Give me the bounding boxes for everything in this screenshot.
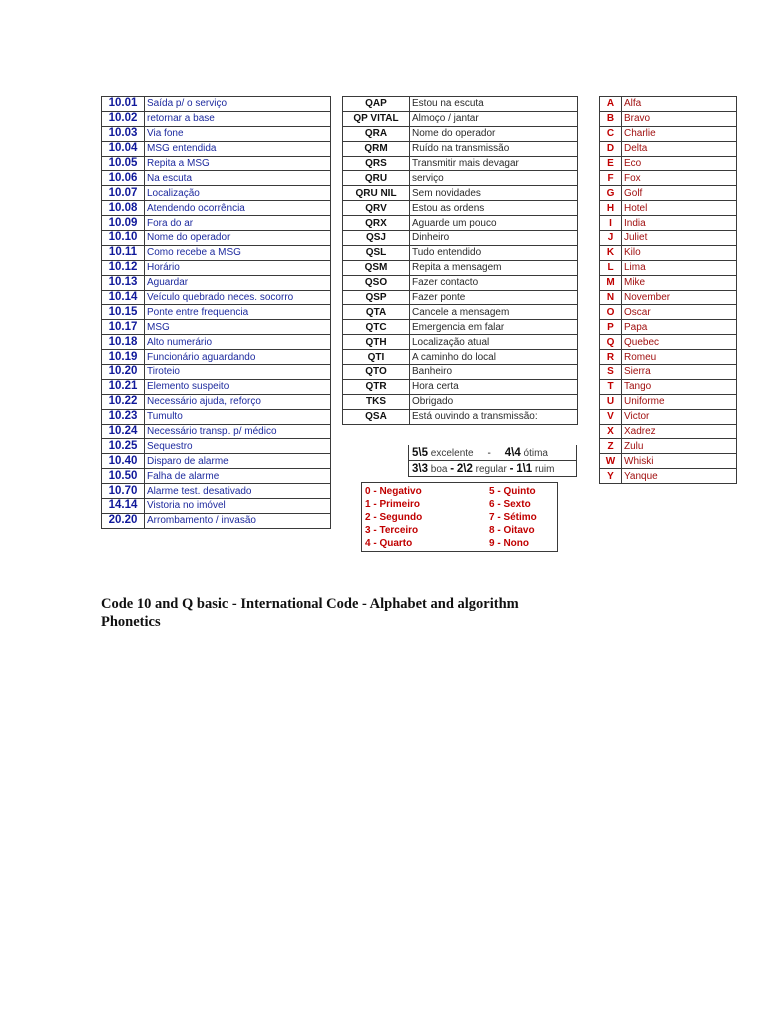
q-code-row <box>343 350 578 365</box>
ten-code-meaning: Falha de alarme <box>145 469 331 484</box>
number-column-right <box>489 485 537 550</box>
alphabet-word: Tango <box>622 379 737 394</box>
q-code-code: QSO <box>343 275 410 290</box>
number-item: 4 - Quarto <box>365 538 413 549</box>
ten-code-code: 10.11 <box>102 245 145 260</box>
q-code-code: QRU <box>343 171 410 186</box>
alphabet-row <box>600 186 737 201</box>
alphabet-row <box>600 379 737 394</box>
q-code-row <box>343 171 578 186</box>
quality-separator: - <box>487 448 491 459</box>
alphabet-row <box>600 469 737 484</box>
q-code-row <box>343 231 578 246</box>
ten-code-code: 10.40 <box>102 454 145 469</box>
caption-line-1: Code 10 and Q basic - International Code - Alphabet and algorithm <box>101 596 519 612</box>
alphabet-word: Xadrez <box>622 424 737 439</box>
ten-code-row <box>102 424 331 439</box>
alphabet-word: Quebec <box>622 335 737 350</box>
ten-code-code: 10.24 <box>102 424 145 439</box>
ten-code-row <box>102 394 331 409</box>
alphabet-row <box>600 156 737 171</box>
ten-code-meaning: Necessário transp. p/ médico <box>145 424 331 439</box>
ten-code-code: 10.15 <box>102 305 145 320</box>
q-code-code: QTR <box>343 379 410 394</box>
alphabet-word: November <box>622 290 737 305</box>
ten-code-meaning: Necessário ajuda, reforço <box>145 394 331 409</box>
ten-code-code: 20.20 <box>102 513 145 528</box>
alphabet-row <box>600 216 737 231</box>
alphabet-word: Romeu <box>622 350 737 365</box>
alphabet-row <box>600 439 737 454</box>
ten-code-row <box>102 186 331 201</box>
ten-code-meaning: Via fone <box>145 126 331 141</box>
alphabet-row <box>600 454 737 469</box>
ten-code-code: 10.03 <box>102 126 145 141</box>
alphabet-word: Kilo <box>622 245 737 260</box>
alphabet-letter: P <box>600 320 622 335</box>
alphabet-row <box>600 245 737 260</box>
alphabet-row <box>600 424 737 439</box>
alphabet-letter: S <box>600 365 622 380</box>
ten-code-meaning: MSG entendida <box>145 141 331 156</box>
alphabet-row <box>600 350 737 365</box>
q-code-code: QAP <box>343 97 410 112</box>
ten-code-code: 10.07 <box>102 186 145 201</box>
number-item: 9 - Nono <box>489 538 529 549</box>
alphabet-letter: K <box>600 245 622 260</box>
number-item: 3 - Terceiro <box>365 525 419 536</box>
q-code-code: QSJ <box>343 231 410 246</box>
ten-code-meaning: Elemento suspeito <box>145 379 331 394</box>
alphabet-word: Alfa <box>622 97 737 112</box>
q-code-code: QSM <box>343 260 410 275</box>
alphabet-word: Eco <box>622 156 737 171</box>
alphabet-letter: J <box>600 231 622 246</box>
alphabet-letter: O <box>600 305 622 320</box>
ten-code-meaning: Nome do operador <box>145 231 331 246</box>
q-code-meaning: Almoço / jantar <box>410 111 578 126</box>
alphabet-row <box>600 126 737 141</box>
ten-code-code: 10.10 <box>102 231 145 246</box>
ten-code-row <box>102 454 331 469</box>
ten-code-code: 10.70 <box>102 484 145 499</box>
alphabet-word: Sierra <box>622 365 737 380</box>
document-caption <box>101 595 561 631</box>
number-item: 8 - Oitavo <box>489 525 535 536</box>
alphabet-row <box>600 201 737 216</box>
ten-code-row <box>102 156 331 171</box>
ten-code-code: 10.22 <box>102 394 145 409</box>
alphabet-letter: Z <box>600 439 622 454</box>
alphabet-word: Zulu <box>622 439 737 454</box>
ten-code-row <box>102 290 331 305</box>
alphabet-row <box>600 141 737 156</box>
alphabet-letter: B <box>600 111 622 126</box>
q-codes-table <box>342 96 578 425</box>
ten-code-meaning: Horário <box>145 260 331 275</box>
q-code-code: QRS <box>343 156 410 171</box>
q-code-row <box>343 335 578 350</box>
quality-row-1 <box>408 445 577 461</box>
ten-code-code: 10.19 <box>102 350 145 365</box>
alphabet-word: Fox <box>622 171 737 186</box>
ten-code-code: 10.21 <box>102 379 145 394</box>
alphabet-word: Whiski <box>622 454 737 469</box>
alphabet-row <box>600 409 737 424</box>
alphabet-letter: U <box>600 394 622 409</box>
alphabet-word: Papa <box>622 320 737 335</box>
ten-code-code: 10.02 <box>102 111 145 126</box>
q-code-meaning: Fazer contacto <box>410 275 578 290</box>
alphabet-word: Golf <box>622 186 737 201</box>
q-code-meaning: Localização atual <box>410 335 578 350</box>
q-code-code: QRA <box>343 126 410 141</box>
q-code-code: QRV <box>343 201 410 216</box>
ten-code-meaning: Funcionário aguardando <box>145 350 331 365</box>
ten-code-meaning: Alto numerário <box>145 335 331 350</box>
q-code-code: QP VITAL <box>343 111 410 126</box>
q-code-meaning: Fazer ponte <box>410 290 578 305</box>
ten-code-row <box>102 275 331 290</box>
q-code-meaning: Está ouvindo a transmissão: <box>410 409 578 424</box>
alphabet-row <box>600 335 737 350</box>
q-code-meaning: Transmitir mais devagar <box>410 156 578 171</box>
ten-code-meaning: Como recebe a MSG <box>145 245 331 260</box>
q-code-row <box>343 379 578 394</box>
quality-value: 2\2 <box>456 463 473 475</box>
ten-code-row <box>102 409 331 424</box>
quality-label: ruim <box>534 464 555 475</box>
q-code-code: QRX <box>343 216 410 231</box>
q-code-meaning: Obrigado <box>410 394 578 409</box>
alphabet-letter: Q <box>600 335 622 350</box>
alphabet-row <box>600 111 737 126</box>
q-code-code: QSL <box>343 245 410 260</box>
ten-code-code: 10.23 <box>102 409 145 424</box>
q-code-row <box>343 409 578 424</box>
ten-code-meaning: Repita a MSG <box>145 156 331 171</box>
alphabet-row <box>600 275 737 290</box>
q-code-row <box>343 320 578 335</box>
q-code-code: QSA <box>343 409 410 424</box>
ten-code-meaning: Tumulto <box>145 409 331 424</box>
alphabet-row <box>600 305 737 320</box>
alphabet-letter: I <box>600 216 622 231</box>
quality-label: ótima <box>523 448 548 459</box>
alphabet-word: India <box>622 216 737 231</box>
ten-code-meaning: Aguardar <box>145 275 331 290</box>
quality-separator: - <box>450 463 455 475</box>
alphabet-word: Oscar <box>622 305 737 320</box>
number-column-left <box>365 485 422 550</box>
alphabet-letter: N <box>600 290 622 305</box>
q-code-meaning: Nome do operador <box>410 126 578 141</box>
q-code-row <box>343 275 578 290</box>
ten-code-code: 14.14 <box>102 499 145 514</box>
quality-value: 3\3 <box>412 463 428 475</box>
ten-code-meaning: Arrombamento / invasão <box>145 513 331 528</box>
ten-code-row <box>102 126 331 141</box>
q-code-row <box>343 216 578 231</box>
number-phonetics-box <box>361 482 558 552</box>
ten-code-row <box>102 260 331 275</box>
alphabet-row <box>600 320 737 335</box>
ten-code-row <box>102 335 331 350</box>
alphabet-letter: H <box>600 201 622 216</box>
caption-line-2: Phonetics <box>101 614 161 630</box>
ten-code-code: 10.20 <box>102 365 145 380</box>
signal-quality-scale <box>408 445 577 477</box>
ten-code-meaning: Vistoria no imóvel <box>145 499 331 514</box>
ten-code-row <box>102 231 331 246</box>
alphabet-word: Lima <box>622 260 737 275</box>
ten-code-row <box>102 469 331 484</box>
alphabet-row <box>600 231 737 246</box>
q-code-code: QRM <box>343 141 410 156</box>
ten-code-code: 10.18 <box>102 335 145 350</box>
number-item: 6 - Sexto <box>489 499 531 510</box>
number-item: 7 - Sétimo <box>489 512 537 523</box>
ten-code-code: 10.25 <box>102 439 145 454</box>
ten-code-row <box>102 499 331 514</box>
q-code-row <box>343 305 578 320</box>
ten-code-code: 10.13 <box>102 275 145 290</box>
alphabet-letter: D <box>600 141 622 156</box>
ten-code-row <box>102 97 331 112</box>
q-code-row <box>343 97 578 112</box>
alphabet-letter: F <box>600 171 622 186</box>
quality-label: regular <box>475 464 507 475</box>
q-code-code: QTO <box>343 365 410 380</box>
q-code-meaning: Hora certa <box>410 379 578 394</box>
q-code-meaning: Ruído na transmissão <box>410 141 578 156</box>
q-code-row <box>343 126 578 141</box>
alphabet-row <box>600 97 737 112</box>
alphabet-word: Yanque <box>622 469 737 484</box>
number-item: 2 - Segundo <box>365 512 423 523</box>
alphabet-row <box>600 394 737 409</box>
ten-code-code: 10.12 <box>102 260 145 275</box>
ten-code-row <box>102 320 331 335</box>
alphabet-letter: G <box>600 186 622 201</box>
ten-code-meaning: Veículo quebrado neces. socorro <box>145 290 331 305</box>
ten-code-meaning: Na escuta <box>145 171 331 186</box>
q-code-code: QTA <box>343 305 410 320</box>
ten-code-row <box>102 216 331 231</box>
number-item: 5 - Quinto <box>489 486 536 497</box>
ten-code-meaning: Alarme test. desativado <box>145 484 331 499</box>
ten-code-row <box>102 513 331 528</box>
ten-code-meaning: Disparo de alarme <box>145 454 331 469</box>
alphabet-letter: X <box>600 424 622 439</box>
alphabet-row <box>600 365 737 380</box>
ten-code-row <box>102 484 331 499</box>
alphabet-word: Victor <box>622 409 737 424</box>
ten-code-code: 10.01 <box>102 97 145 112</box>
alphabet-letter: L <box>600 260 622 275</box>
alphabet-word: Delta <box>622 141 737 156</box>
alphabet-letter: M <box>600 275 622 290</box>
ten-code-code: 10.08 <box>102 201 145 216</box>
quality-row-2 <box>408 461 577 477</box>
alphabet-letter: W <box>600 454 622 469</box>
q-code-meaning: Sem novidades <box>410 186 578 201</box>
q-code-meaning: Repita a mensagem <box>410 260 578 275</box>
q-code-code: QSP <box>343 290 410 305</box>
ten-codes-table <box>101 96 331 529</box>
ten-code-meaning: MSG <box>145 320 331 335</box>
q-code-meaning: Banheiro <box>410 365 578 380</box>
ten-code-code: 10.04 <box>102 141 145 156</box>
ten-code-row <box>102 201 331 216</box>
ten-code-meaning: Tiroteio <box>145 365 331 380</box>
quality-label: excelente <box>430 448 474 459</box>
ten-code-code: 10.50 <box>102 469 145 484</box>
ten-code-meaning: Fora do ar <box>145 216 331 231</box>
alphabet-word: Juliet <box>622 231 737 246</box>
quality-value: 4\4 <box>504 447 521 459</box>
q-code-meaning: Cancele a mensagem <box>410 305 578 320</box>
ten-code-row <box>102 245 331 260</box>
q-code-meaning: Dinheiro <box>410 231 578 246</box>
ten-code-row <box>102 111 331 126</box>
ten-code-row <box>102 439 331 454</box>
q-code-row <box>343 260 578 275</box>
q-code-meaning: Estou na escuta <box>410 97 578 112</box>
q-code-row <box>343 141 578 156</box>
quality-value: 5\5 <box>412 447 428 459</box>
ten-code-row <box>102 350 331 365</box>
quality-label: boa <box>430 464 448 475</box>
ten-code-code: 10.17 <box>102 320 145 335</box>
q-code-code: QTC <box>343 320 410 335</box>
alphabet-word: Bravo <box>622 111 737 126</box>
q-code-meaning: Emergencia em falar <box>410 320 578 335</box>
q-code-meaning: Aguarde um pouco <box>410 216 578 231</box>
ten-code-meaning: Saída p/ o serviço <box>145 97 331 112</box>
ten-code-row <box>102 141 331 156</box>
q-code-meaning: Tudo entendido <box>410 245 578 260</box>
ten-code-code: 10.05 <box>102 156 145 171</box>
ten-code-meaning: retornar a base <box>145 111 331 126</box>
alphabet-letter: V <box>600 409 622 424</box>
alphabet-word: Hotel <box>622 201 737 216</box>
alphabet-letter: C <box>600 126 622 141</box>
alphabet-word: Charlie <box>622 126 737 141</box>
q-code-row <box>343 156 578 171</box>
quality-separator: - <box>509 463 514 475</box>
alphabet-word: Mike <box>622 275 737 290</box>
number-item: 0 - Negativo <box>365 486 422 497</box>
ten-code-meaning: Localização <box>145 186 331 201</box>
q-code-row <box>343 186 578 201</box>
quality-value: 1\1 <box>516 463 533 475</box>
alphabet-word: Uniforme <box>622 394 737 409</box>
number-item: 1 - Primeiro <box>365 499 421 510</box>
alphabet-row <box>600 260 737 275</box>
q-code-row <box>343 201 578 216</box>
ten-code-row <box>102 305 331 320</box>
alphabet-letter: E <box>600 156 622 171</box>
alphabet-row <box>600 290 737 305</box>
ten-code-code: 10.14 <box>102 290 145 305</box>
q-code-meaning: serviço <box>410 171 578 186</box>
alphabet-letter: A <box>600 97 622 112</box>
q-code-code: QTH <box>343 335 410 350</box>
alphabet-row <box>600 171 737 186</box>
ten-code-row <box>102 365 331 380</box>
ten-code-meaning: Atendendo ocorrência <box>145 201 331 216</box>
q-code-meaning: Estou as ordens <box>410 201 578 216</box>
alphabet-letter: R <box>600 350 622 365</box>
ten-code-row <box>102 379 331 394</box>
ten-code-code: 10.09 <box>102 216 145 231</box>
q-code-row <box>343 365 578 380</box>
ten-code-meaning: Ponte entre frequencia <box>145 305 331 320</box>
phonetic-alphabet-table <box>599 96 737 484</box>
ten-code-row <box>102 171 331 186</box>
alphabet-letter: T <box>600 379 622 394</box>
alphabet-letter: Y <box>600 469 622 484</box>
ten-code-code: 10.06 <box>102 171 145 186</box>
q-code-row <box>343 394 578 409</box>
ten-code-meaning: Sequestro <box>145 439 331 454</box>
q-code-row <box>343 245 578 260</box>
q-code-code: QTI <box>343 350 410 365</box>
q-code-code: TKS <box>343 394 410 409</box>
q-code-meaning: A caminho do local <box>410 350 578 365</box>
q-code-row <box>343 290 578 305</box>
q-code-code: QRU NIL <box>343 186 410 201</box>
q-code-row <box>343 111 578 126</box>
